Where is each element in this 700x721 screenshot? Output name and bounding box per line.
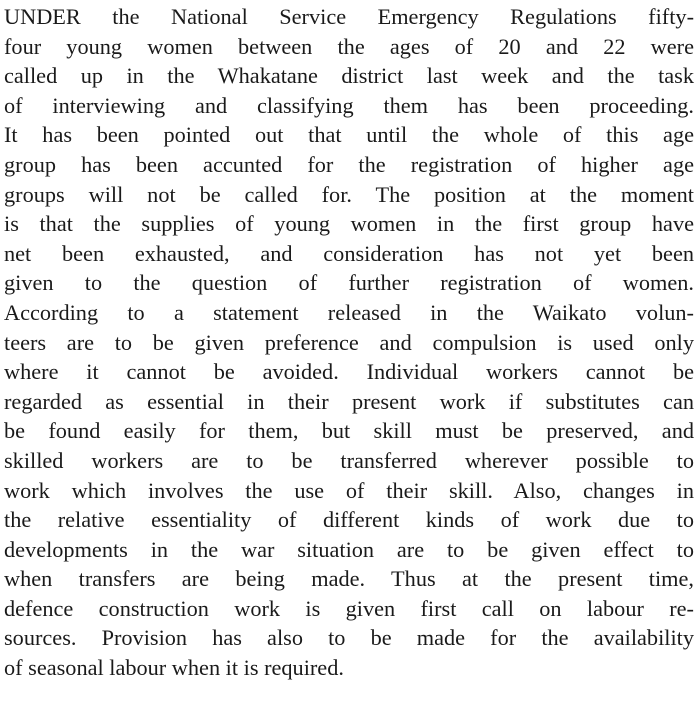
article-line-21: defence construction work is given first call on labour re- [4, 595, 694, 621]
article-line-4: of interviewing and classifying them has been proceeding. [4, 92, 694, 118]
article-line-6: group has been accunted for the registration of higher age [4, 151, 694, 177]
article-line-11: According to a statement released in the Waikato volun- [4, 299, 694, 325]
article-line-16: skilled workers are to be transferred wherever possible to [4, 447, 694, 473]
article-line-14: regarded as essential in their present work if substitutes can [4, 388, 694, 414]
article-line-9: net been exhausted, and consideration has not yet been [4, 240, 694, 266]
article-line-10: given to the question of further registration of women. [4, 270, 694, 296]
article-line-8: is that the supplies of young women in the first group have [4, 211, 694, 237]
article-line-3: called up in the Whakatane district last week and the task [4, 63, 694, 89]
article-line-7: groups will not be called for. The position at the moment [4, 181, 694, 207]
article-line-23: of seasonal labour when it is required. [4, 655, 344, 681]
article-line-22: sources. Provision has also to be made for the availability [4, 625, 694, 651]
article-line-1: UNDER the National Service Emergency Regulations fifty- [4, 4, 694, 29]
article-line-13: where it cannot be avoided. Individual workers cannot be [4, 359, 694, 385]
article-body [4, 2, 694, 683]
article-line-20: when transfers are being made. Thus at the present time, [4, 566, 694, 592]
article-line-19: developments in the war situation are to be given effect to [4, 536, 694, 562]
article-line-5: It has been pointed out that until the whole of this age [4, 122, 694, 148]
article-line-15: be found easily for them, but skill must be preserved, and [4, 418, 694, 444]
article-line-2: four young women between the ages of 20 and 22 were [4, 33, 694, 59]
article-line-12: teers are to be given preference and compulsion is used only [4, 329, 694, 355]
article-line-18: the relative essentiality of different kinds of work due to [4, 507, 694, 533]
article-line-17: work which involves the use of their skill. Also, changes in [4, 477, 694, 503]
